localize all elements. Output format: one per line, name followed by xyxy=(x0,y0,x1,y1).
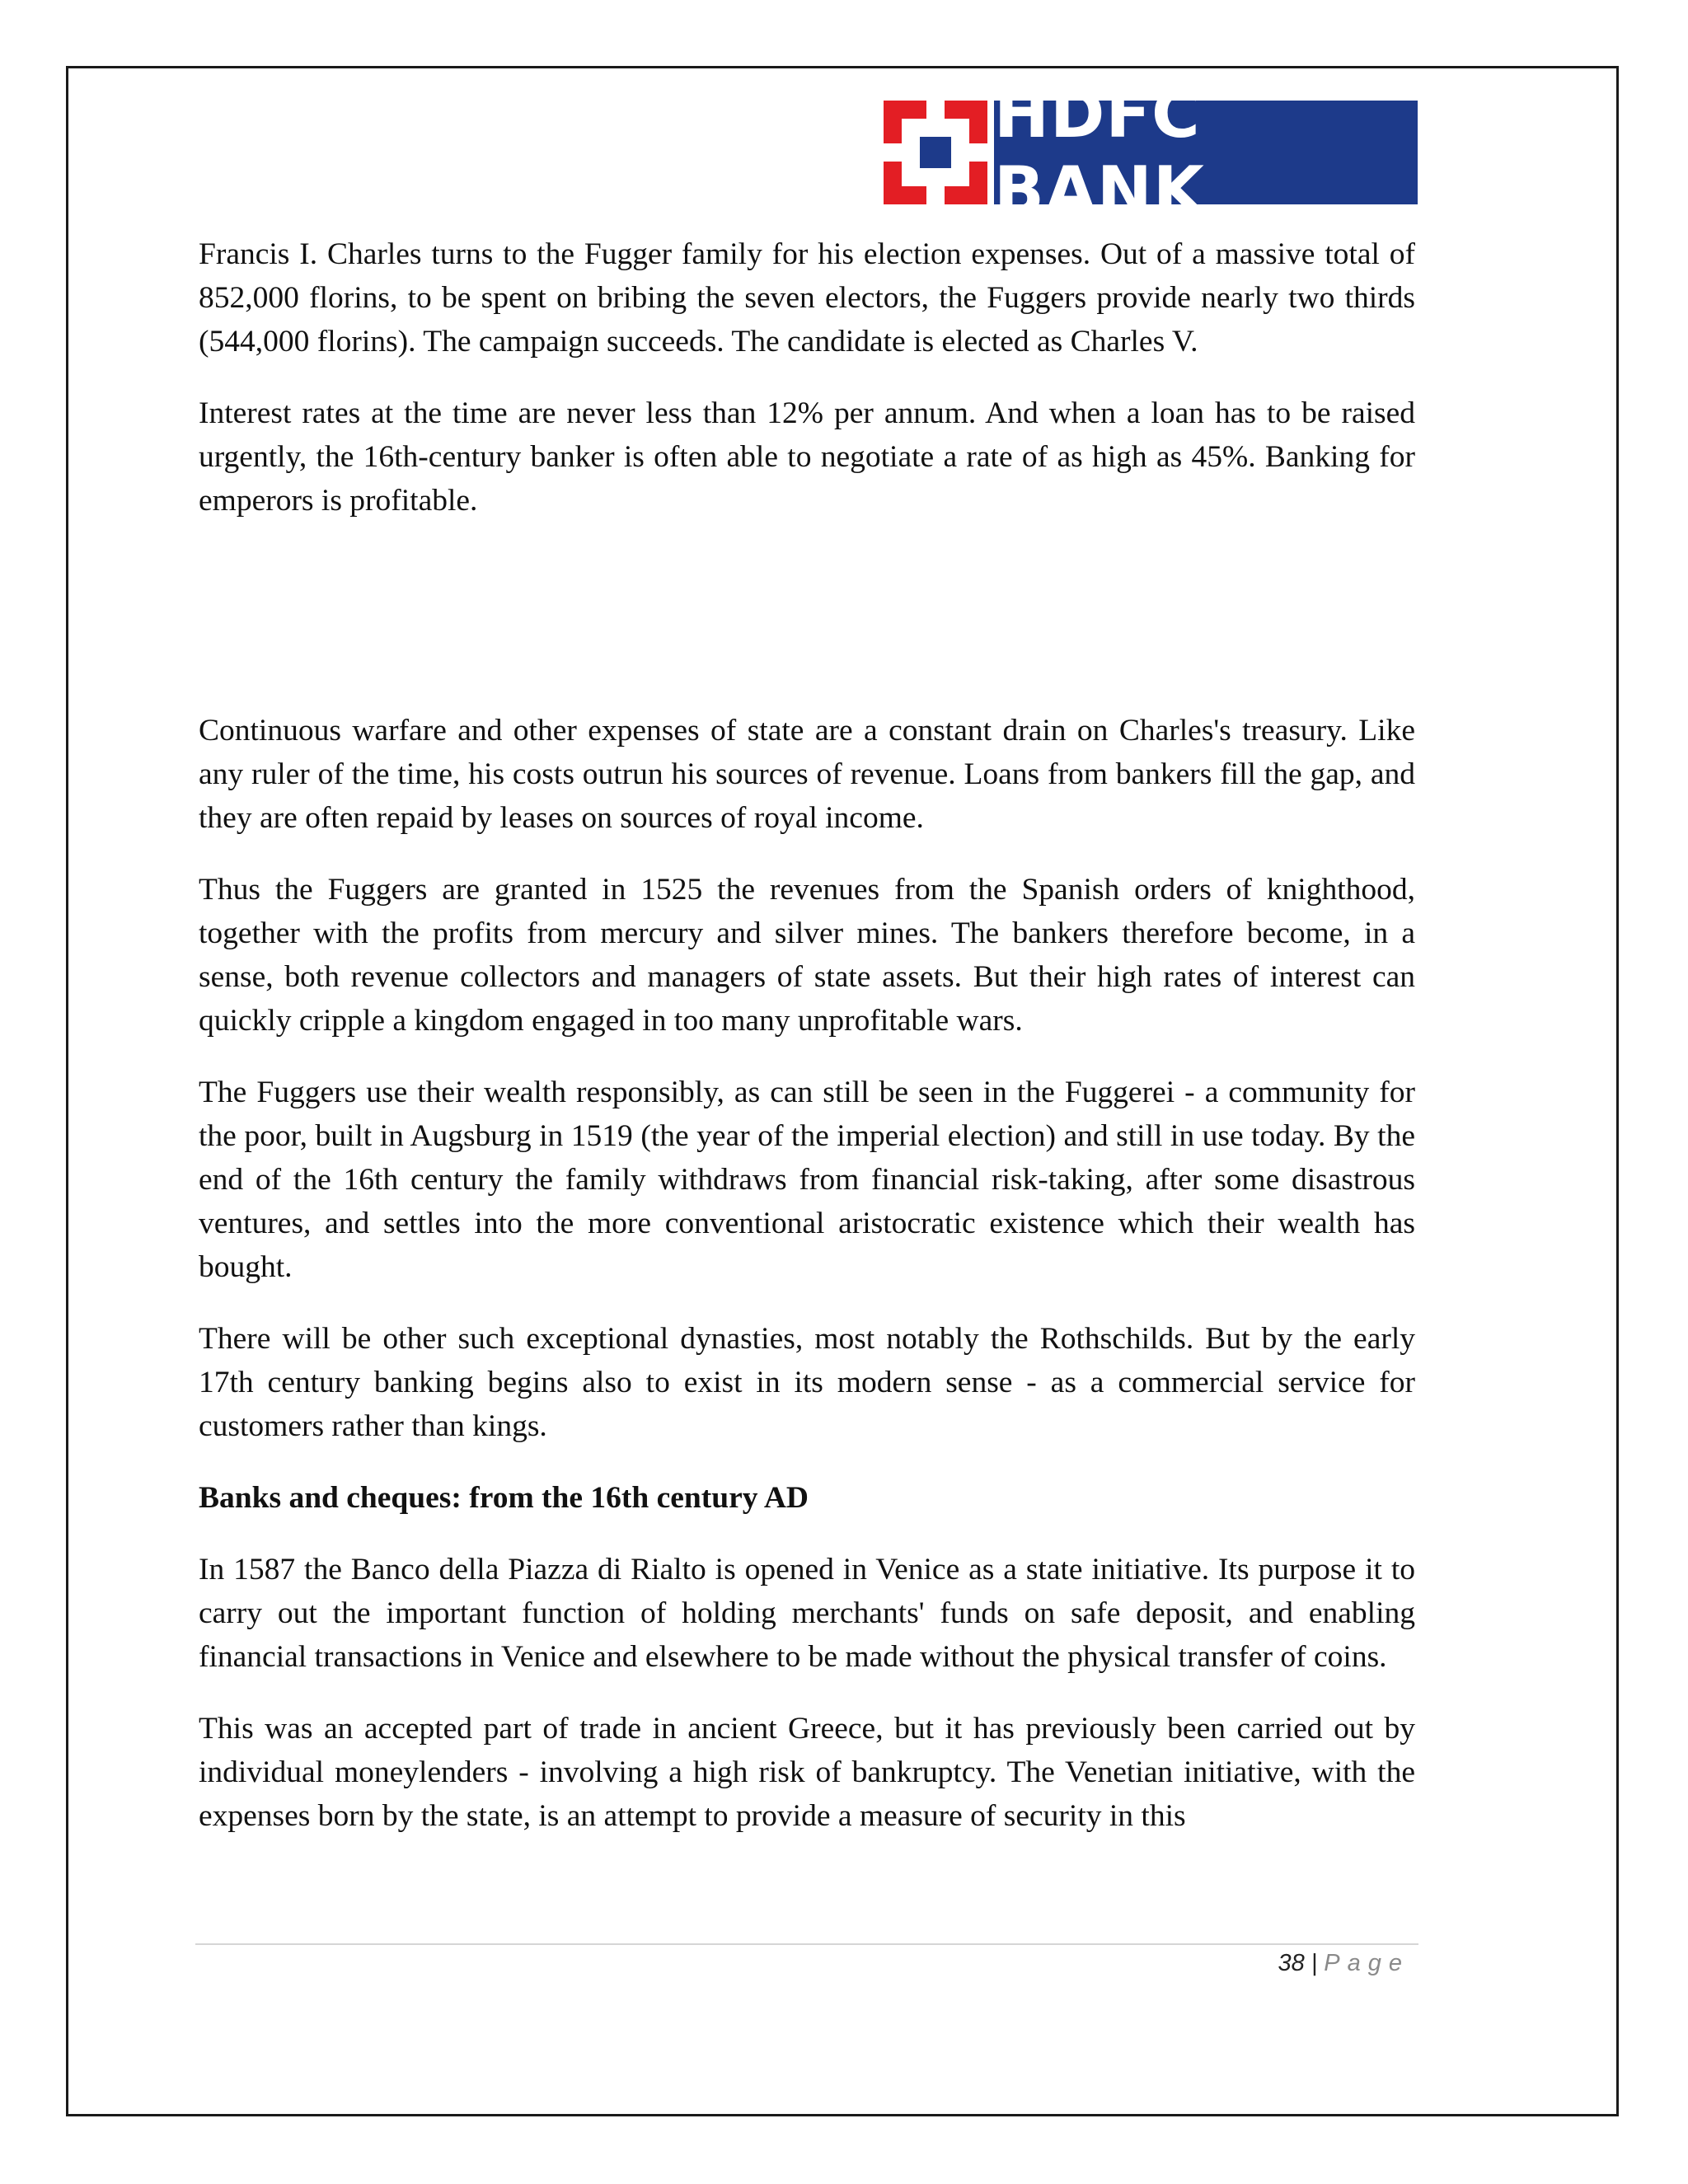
page-number: 38 xyxy=(1278,1950,1305,1976)
document-body xyxy=(199,232,1415,1866)
logo-wordmark: HDFC BANK xyxy=(994,101,1418,204)
body-paragraph: Interest rates at the time are never less than 12% per annum. And when a loan has to be raised urgently, the 16th-century banker is often able to negotiate a rate of as high as 45%. Banking for emperors is profitable. xyxy=(199,396,1415,518)
body-paragraph: In 1587 the Banco della Piazza di Rialto is opened in Venice as a state initiative. Its purpose it to carry out the important function of holding merchants' funds on safe deposit, and enabling financial transactions in Venice and elsewhere to be made without the physical transfer of coins. xyxy=(199,1553,1415,1674)
hdfc-logo-mark-icon xyxy=(884,101,987,204)
body-paragraph: This was an accepted part of trade in ancient Greece, but it has previously been carried out by individual moneylenders - involving a high risk of bankruptcy. The Venetian initiative, with the expenses born by the state, is an attempt to provide a measure of security in this xyxy=(199,1712,1415,1833)
footer-divider xyxy=(195,1943,1418,1945)
body-paragraph: The Fuggers use their wealth responsibly, as can still be seen in the Fuggerei - a community for the poor, built in Augsburg in 1519 (the year of the imperial election) and still in use today. By the end of the 16th century the family withdraws from financial risk-taking, after some disastrous ventures, and settles into the more conventional aristocratic existence which their wealth has bought. xyxy=(199,1076,1415,1284)
body-paragraph: Thus the Fuggers are granted in 1525 the revenues from the Spanish orders of knighthood, together with the profits from mercury and silver mines. The bankers therefore become, in a sense, both revenue collectors and managers of state assets. But their high rates of interest can quickly cripple a kingdom engaged in too many unprofitable wars. xyxy=(199,873,1415,1038)
page-footer xyxy=(1278,1950,1409,1977)
footer-separator: | xyxy=(1311,1950,1318,1976)
hdfc-bank-logo xyxy=(884,76,1418,229)
section-heading: Banks and cheques: from the 16th century AD xyxy=(199,1481,809,1515)
body-paragraph: Francis I. Charles turns to the Fugger family for his election expenses. Out of a massive total of 852,000 florins, to be spent on bribing the seven electors, the Fuggers provide nearly two thirds (544,000 florins). The campaign succeeds. The candidate is elected as Charles V. xyxy=(199,237,1415,359)
page-label: Page xyxy=(1324,1950,1409,1976)
body-paragraph: There will be other such exceptional dynasties, most notably the Rothschilds. But by the early 17th century banking begins also to exist in its modern sense - as a commercial service for customers rather than kings. xyxy=(199,1322,1415,1443)
body-paragraph: Continuous warfare and other expenses of state are a constant drain on Charles's treasury. Like any ruler of the time, his costs outrun his sources of revenue. Loans from bankers fill the gap, and they are often repaid by leases on sources of royal income. xyxy=(199,714,1415,835)
